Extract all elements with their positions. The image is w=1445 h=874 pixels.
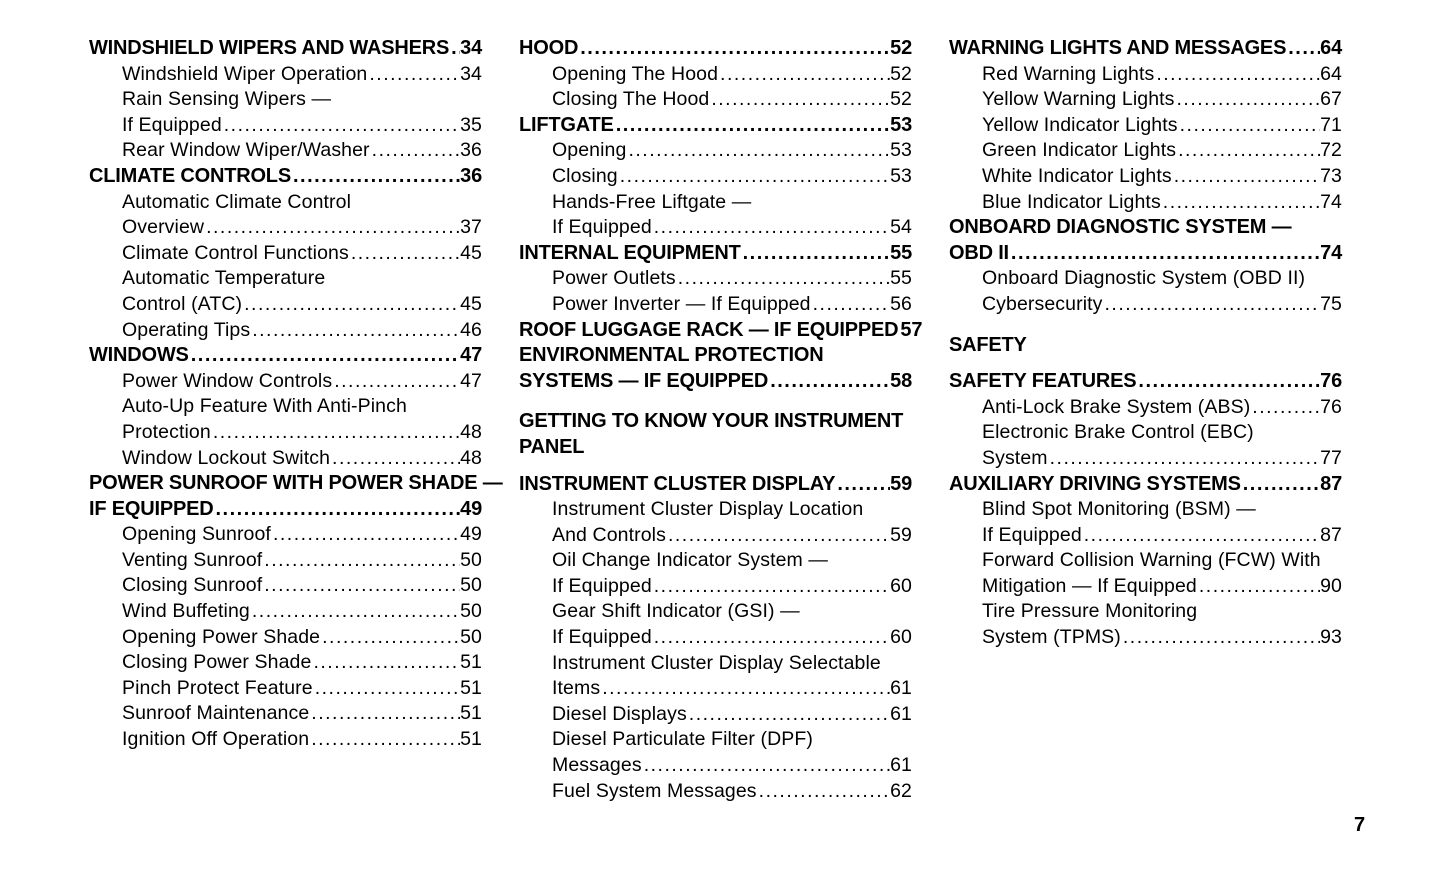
toc-entry[interactable]	[89, 625, 482, 651]
toc-heading[interactable]	[89, 164, 482, 190]
toc-heading[interactable]	[519, 435, 912, 461]
toc-entry[interactable]	[949, 266, 1342, 292]
toc-heading[interactable]	[949, 36, 1342, 62]
toc-entry[interactable]	[949, 113, 1342, 139]
toc-entry-title: Messages	[552, 754, 642, 777]
toc-entry-title: Overview	[122, 216, 205, 239]
toc-entry-title: Fuel System Messages	[552, 779, 757, 802]
dot-leader	[1178, 138, 1320, 164]
toc-entry[interactable]	[519, 651, 912, 677]
dot-leader	[252, 599, 460, 625]
toc-entry-title: GETTING TO KNOW YOUR INSTRUMENT	[519, 410, 904, 433]
dot-leader	[311, 727, 460, 753]
toc-entry-title: Closing Sunroof	[122, 574, 263, 597]
dot-leader	[620, 164, 890, 190]
toc-page-number: 34	[460, 37, 482, 59]
toc-page-number: 50	[460, 548, 482, 571]
toc-entry-title: IF EQUIPPED	[89, 497, 214, 520]
toc-entry[interactable]	[89, 573, 482, 599]
dot-leader	[720, 62, 890, 88]
dot-leader	[743, 241, 891, 267]
toc-page-number: 37	[460, 216, 482, 239]
toc-entry[interactable]	[519, 138, 912, 164]
toc-heading[interactable]	[949, 215, 1342, 241]
dot-leader	[273, 522, 460, 548]
toc-entry-title: Operating Tips	[122, 318, 251, 341]
dot-leader	[1123, 625, 1320, 651]
toc-entry-title: Instrument Cluster Display Selectable	[552, 651, 881, 674]
toc-entry-title: Power Inverter — If Equipped	[552, 292, 811, 315]
toc-page-number: 47	[460, 344, 482, 367]
toc-page-number: 71	[1320, 113, 1342, 136]
toc-entry-title: Hands-Free Liftgate —	[552, 190, 752, 213]
toc-page-number: 87	[1320, 472, 1342, 495]
dot-leader	[628, 138, 890, 164]
toc-entry[interactable]	[89, 394, 482, 420]
dot-leader	[264, 573, 460, 599]
toc-page-number: 35	[460, 113, 482, 136]
toc-entry-title: Blue Indicator Lights	[982, 190, 1161, 213]
toc-entry-title: If Equipped	[982, 523, 1082, 546]
dot-leader	[1199, 574, 1320, 600]
toc-page-number: 64	[1320, 62, 1342, 85]
toc-page-number: 52	[890, 62, 912, 85]
toc-entry-title: ONBOARD DIAGNOSTIC SYSTEM —	[949, 216, 1292, 239]
toc-entry[interactable]	[89, 215, 482, 241]
toc-page-number: 46	[460, 318, 482, 341]
toc-entry[interactable]	[89, 190, 482, 216]
toc-entry-title: Yellow Indicator Lights	[982, 113, 1178, 136]
toc-entry[interactable]	[949, 292, 1342, 318]
dot-leader	[372, 138, 460, 164]
toc-entry[interactable]	[519, 164, 912, 190]
toc-page-number: 36	[460, 139, 482, 162]
toc-entry-title: Rain Sensing Wipers —	[122, 88, 332, 111]
toc-page-number: 48	[460, 446, 482, 469]
dot-leader	[1243, 472, 1320, 498]
toc-page-number: 60	[890, 574, 912, 597]
toc-page-number: 67	[1320, 88, 1342, 111]
toc-entry-title: If Equipped	[552, 626, 652, 649]
toc-entry-title: Automatic Climate Control	[122, 190, 351, 213]
toc-entry-title: Ignition Off Operation	[122, 728, 310, 751]
toc-page-number: 74	[1320, 190, 1342, 213]
toc-entry-title: Protection	[122, 420, 211, 443]
dot-leader	[1180, 113, 1320, 139]
dot-leader	[654, 625, 890, 651]
toc-entry-title: Opening Power Shade	[122, 625, 321, 648]
toc-entry[interactable]	[949, 164, 1342, 190]
toc-entry-title: Diesel Particulate Filter (DPF)	[552, 728, 813, 751]
toc-entry-title: Sunroof Maintenance	[122, 702, 310, 725]
toc-entry-title: If Equipped	[552, 216, 652, 239]
dot-leader	[1163, 190, 1320, 216]
dot-leader	[313, 650, 460, 676]
toc-heading[interactable]	[519, 409, 912, 435]
toc-entry-title: Rear Window Wiper/Washer	[122, 139, 370, 162]
toc-heading[interactable]	[519, 369, 912, 395]
dot-leader	[311, 701, 460, 727]
toc-entry-title: WINDSHIELD WIPERS AND WASHERS	[89, 37, 450, 59]
toc-entry[interactable]	[519, 87, 912, 113]
toc-page-number: 58	[890, 369, 912, 392]
toc-entry-title: WARNING LIGHTS AND MESSAGES	[949, 37, 1287, 59]
toc-entry[interactable]	[519, 215, 912, 241]
toc-page-number: 56	[890, 292, 912, 315]
toc-page-number: 60	[890, 626, 912, 649]
toc-entry[interactable]	[89, 292, 482, 318]
toc-page-number: 75	[1320, 292, 1342, 315]
toc-heading[interactable]	[519, 113, 912, 139]
toc-entry-title: SYSTEMS — IF EQUIPPED	[519, 369, 769, 392]
dot-leader	[322, 625, 460, 651]
toc-heading[interactable]	[89, 497, 482, 523]
toc-page-number: 73	[1320, 164, 1342, 187]
toc-page-number: 51	[460, 728, 482, 751]
toc-entry-title: ENVIRONMENTAL PROTECTION	[519, 344, 824, 367]
toc-page-number: 77	[1320, 446, 1342, 469]
toc-entry-title: Window Lockout Switch	[122, 446, 331, 469]
dot-leader	[580, 36, 890, 62]
dot-leader	[216, 497, 461, 523]
toc-entry-title: Control (ATC)	[122, 292, 243, 315]
toc-page-number: 87	[1320, 523, 1342, 546]
toc-heading[interactable]	[949, 241, 1342, 267]
toc-entry[interactable]	[949, 395, 1342, 421]
toc-entry[interactable]	[519, 599, 912, 625]
toc-entry-title: Cybersecurity	[982, 292, 1103, 315]
toc-entry-title: HOOD	[519, 37, 579, 59]
toc-page-number: 72	[1320, 139, 1342, 162]
toc-entry[interactable]	[89, 241, 482, 267]
toc-page-number: 76	[1320, 395, 1342, 418]
toc-entry-title: Onboard Diagnostic System (OBD II)	[982, 267, 1306, 290]
toc-entry-title: Opening	[552, 139, 627, 162]
toc-heading[interactable]	[89, 471, 503, 497]
toc-heading[interactable]	[89, 36, 482, 62]
toc-heading[interactable]	[519, 241, 912, 267]
dot-leader	[616, 113, 890, 139]
dot-leader	[770, 369, 890, 395]
dot-leader	[293, 164, 460, 190]
toc-entry-title: Oil Change Indicator System —	[552, 549, 829, 572]
toc-heading[interactable]	[519, 36, 912, 62]
toc-page-number: 76	[1320, 370, 1342, 393]
toc-page-number: 54	[890, 216, 912, 239]
toc-entry[interactable]	[519, 574, 912, 600]
toc-entry[interactable]	[89, 318, 482, 344]
dot-leader	[244, 292, 460, 318]
toc-entry[interactable]	[949, 523, 1342, 549]
toc-entry[interactable]	[89, 548, 482, 574]
toc-page-number: 90	[1320, 574, 1342, 597]
toc-entry-title: Opening The Hood	[552, 62, 719, 85]
toc-entry[interactable]	[949, 87, 1342, 113]
toc-column-2	[519, 36, 923, 804]
toc-entry[interactable]	[89, 62, 482, 88]
dot-leader	[602, 676, 890, 702]
toc-entry[interactable]	[519, 62, 912, 88]
toc-entry[interactable]	[89, 369, 482, 395]
dot-leader	[1156, 62, 1320, 88]
toc-entry-title: Mitigation — If Equipped	[982, 574, 1197, 597]
toc-entry[interactable]	[89, 420, 482, 446]
toc-page-number: 50	[460, 600, 482, 623]
toc-column-3	[949, 36, 1342, 651]
toc-entry[interactable]	[519, 266, 912, 292]
toc-column-1	[89, 36, 503, 753]
toc-entry[interactable]	[519, 779, 912, 805]
toc-entry[interactable]	[89, 522, 482, 548]
toc-heading[interactable]	[949, 333, 1342, 359]
dot-leader	[264, 548, 460, 574]
toc-entry-title: POWER SUNROOF WITH POWER SHADE —	[89, 472, 503, 495]
toc-entry-title: Tire Pressure Monitoring	[982, 600, 1198, 623]
toc-entry[interactable]	[949, 190, 1342, 216]
toc-entry-title: Blind Spot Monitoring (BSM) —	[982, 498, 1256, 521]
toc-entry-title: Auto-Up Feature With Anti-Pinch	[122, 395, 407, 418]
dot-leader	[1252, 395, 1320, 421]
toc-entry[interactable]	[949, 599, 1342, 625]
toc-entry[interactable]	[89, 727, 482, 753]
toc-page-number: 61	[890, 677, 912, 700]
toc-page-number: 50	[460, 625, 482, 648]
toc-entry[interactable]	[949, 446, 1342, 472]
toc-entry-title: WINDOWS	[89, 344, 189, 367]
toc-page-number: 59	[890, 472, 912, 495]
toc-entry[interactable]	[519, 190, 912, 216]
toc-page-number: 74	[1320, 241, 1342, 264]
toc-page-number: 36	[460, 164, 482, 187]
dot-leader	[654, 215, 890, 241]
toc-entry-title: Items	[552, 677, 601, 700]
toc-page-number: 50	[460, 574, 482, 597]
dot-leader	[689, 702, 890, 728]
dot-leader	[369, 62, 460, 88]
toc-page-number: 57	[900, 318, 923, 341]
toc-page-number: 53	[890, 139, 912, 162]
dot-leader	[252, 318, 460, 344]
toc-entry-title: System	[982, 446, 1048, 469]
toc-page-number: 61	[890, 754, 912, 777]
toc-entry-title: CLIMATE CONTROLS	[89, 164, 291, 187]
toc-page-number: 55	[890, 267, 912, 290]
dot-leader	[191, 343, 460, 369]
toc-page-number: 53	[890, 113, 912, 136]
dot-leader	[654, 574, 890, 600]
toc-entry-title: Power Outlets	[552, 267, 676, 290]
toc-entry-title: Forward Collision Warning (FCW) With	[982, 549, 1321, 572]
toc-entry-title: Instrument Cluster Display Location	[552, 498, 864, 521]
dot-leader	[813, 292, 891, 318]
toc-heading[interactable]	[519, 472, 912, 498]
toc-page-number: 61	[890, 702, 912, 725]
toc-page-number: 64	[1320, 37, 1342, 59]
toc-heading[interactable]	[949, 369, 1342, 395]
dot-leader	[1177, 87, 1321, 113]
dot-leader	[1011, 241, 1320, 267]
page-number: 7	[1354, 814, 1366, 836]
toc-entry[interactable]	[949, 574, 1342, 600]
dot-leader	[351, 241, 460, 267]
toc-page-number: 51	[460, 676, 482, 699]
toc-entry[interactable]	[89, 599, 482, 625]
dot-leader	[644, 753, 890, 779]
toc-page-number: 52	[890, 37, 912, 59]
toc-entry-title: Power Window Controls	[122, 369, 333, 392]
toc-entry[interactable]	[519, 625, 912, 651]
toc-entry-title: Closing Power Shade	[122, 651, 312, 674]
toc-page-number: 48	[460, 420, 482, 443]
toc-entry-title: Automatic Temperature	[122, 267, 326, 290]
toc-entry[interactable]	[89, 113, 482, 139]
dot-leader	[315, 676, 460, 702]
toc-entry-title: Pinch Protect Feature	[122, 676, 313, 699]
toc-entry-title: SAFETY FEATURES	[949, 370, 1137, 393]
toc-entry-title: Opening Sunroof	[122, 523, 271, 546]
toc-entry[interactable]	[519, 727, 912, 753]
toc-entry[interactable]	[519, 548, 912, 574]
toc-entry[interactable]	[519, 753, 912, 779]
toc-entry-title: Electronic Brake Control (EBC)	[982, 421, 1254, 444]
toc-entry-title: Diesel Displays	[552, 702, 687, 725]
toc-page-number: 34	[460, 62, 482, 85]
dot-leader	[1050, 446, 1320, 472]
dot-leader	[759, 779, 890, 805]
toc-entry[interactable]	[519, 497, 912, 523]
toc-entry-title: INTERNAL EQUIPMENT	[519, 241, 741, 264]
toc-page-number: 51	[460, 702, 482, 725]
toc-entry-title: And Controls	[552, 523, 666, 546]
toc-entry-title: If Equipped	[122, 113, 222, 136]
section-spacer	[949, 358, 1342, 369]
toc-entry-title: Climate Control Functions	[122, 241, 349, 264]
toc-entry-title: Gear Shift Indicator (GSI) —	[552, 600, 800, 623]
toc-entry[interactable]	[519, 292, 912, 318]
toc-entry-title: PANEL	[519, 435, 585, 458]
toc-heading[interactable]	[89, 343, 482, 369]
toc-entry-title: Anti-Lock Brake System (ABS)	[982, 395, 1251, 418]
toc-entry[interactable]	[949, 62, 1342, 88]
toc-entry-title: ROOF LUGGAGE RACK — IF EQUIPPED	[519, 318, 899, 341]
dot-leader	[334, 369, 460, 395]
toc-heading[interactable]	[949, 472, 1342, 498]
toc-page-number: 59	[890, 523, 912, 546]
section-spacer	[519, 461, 912, 472]
toc-entry-title: Closing The Hood	[552, 88, 710, 111]
dot-leader	[668, 523, 890, 549]
dot-leader	[1288, 36, 1320, 62]
toc-page-number: 47	[460, 369, 482, 392]
toc-page-number: 93	[1320, 626, 1342, 649]
toc-entry-title: AUXILIARY DRIVING SYSTEMS	[949, 472, 1241, 495]
dot-leader	[837, 472, 890, 498]
dot-leader	[678, 266, 890, 292]
toc-entry[interactable]	[949, 497, 1342, 523]
toc-page-number: 62	[890, 779, 912, 802]
toc-entry[interactable]	[519, 702, 912, 728]
toc-page-number: 45	[460, 292, 482, 315]
toc-page-number: 52	[890, 88, 912, 111]
toc-entry-title: Green Indicator Lights	[982, 139, 1177, 162]
toc-entry[interactable]	[949, 138, 1342, 164]
toc-entry-title: OBD II	[949, 241, 1009, 264]
dot-leader	[332, 446, 460, 472]
toc-page-number: 49	[460, 497, 482, 520]
dot-leader	[206, 215, 460, 241]
toc-page-number: 53	[890, 164, 912, 187]
toc-entry[interactable]	[89, 87, 482, 113]
dot-leader	[1105, 292, 1321, 318]
toc-page-number: 51	[460, 651, 482, 674]
toc-entry[interactable]	[519, 676, 912, 702]
toc-entry[interactable]	[949, 548, 1342, 574]
toc-page-number: 55	[890, 241, 912, 264]
toc-entry-title: Closing	[552, 164, 618, 187]
toc-entry[interactable]	[89, 266, 482, 292]
dot-leader	[1174, 164, 1320, 190]
dot-leader	[213, 420, 460, 446]
dot-leader	[224, 113, 460, 139]
toc-entry-title: Windshield Wiper Operation	[122, 62, 368, 85]
toc-heading[interactable]	[519, 318, 923, 344]
toc-heading[interactable]	[519, 343, 912, 369]
toc-entry[interactable]	[89, 676, 482, 702]
section-spacer	[949, 318, 1342, 333]
dot-leader	[1138, 369, 1320, 395]
toc-entry-title: Red Warning Lights	[982, 62, 1155, 85]
toc-entry-title: LIFTGATE	[519, 113, 614, 136]
toc-entry-title: System (TPMS)	[982, 626, 1121, 649]
toc-entry[interactable]	[89, 138, 482, 164]
toc-entry-title: INSTRUMENT CLUSTER DISPLAY	[519, 472, 836, 495]
dot-leader	[711, 87, 890, 113]
toc-entry[interactable]	[519, 523, 912, 549]
toc-entry-title: Venting Sunroof	[122, 548, 263, 571]
toc-entry-title: Wind Buffeting	[122, 600, 250, 623]
toc-entry-title: Yellow Warning Lights	[982, 88, 1175, 111]
toc-entry[interactable]	[949, 625, 1342, 651]
toc-entry[interactable]	[949, 420, 1342, 446]
section-spacer	[519, 394, 912, 409]
toc-entry[interactable]	[89, 446, 482, 472]
toc-entry-title: White Indicator Lights	[982, 164, 1172, 187]
toc-entry-title: If Equipped	[552, 574, 652, 597]
toc-page-number: 45	[460, 241, 482, 264]
toc-entry[interactable]	[89, 701, 482, 727]
toc-entry-title: SAFETY	[949, 333, 1027, 356]
toc-page-number: 49	[460, 523, 482, 546]
dot-leader	[451, 36, 460, 62]
toc-entry[interactable]	[89, 650, 482, 676]
dot-leader	[1084, 523, 1320, 549]
